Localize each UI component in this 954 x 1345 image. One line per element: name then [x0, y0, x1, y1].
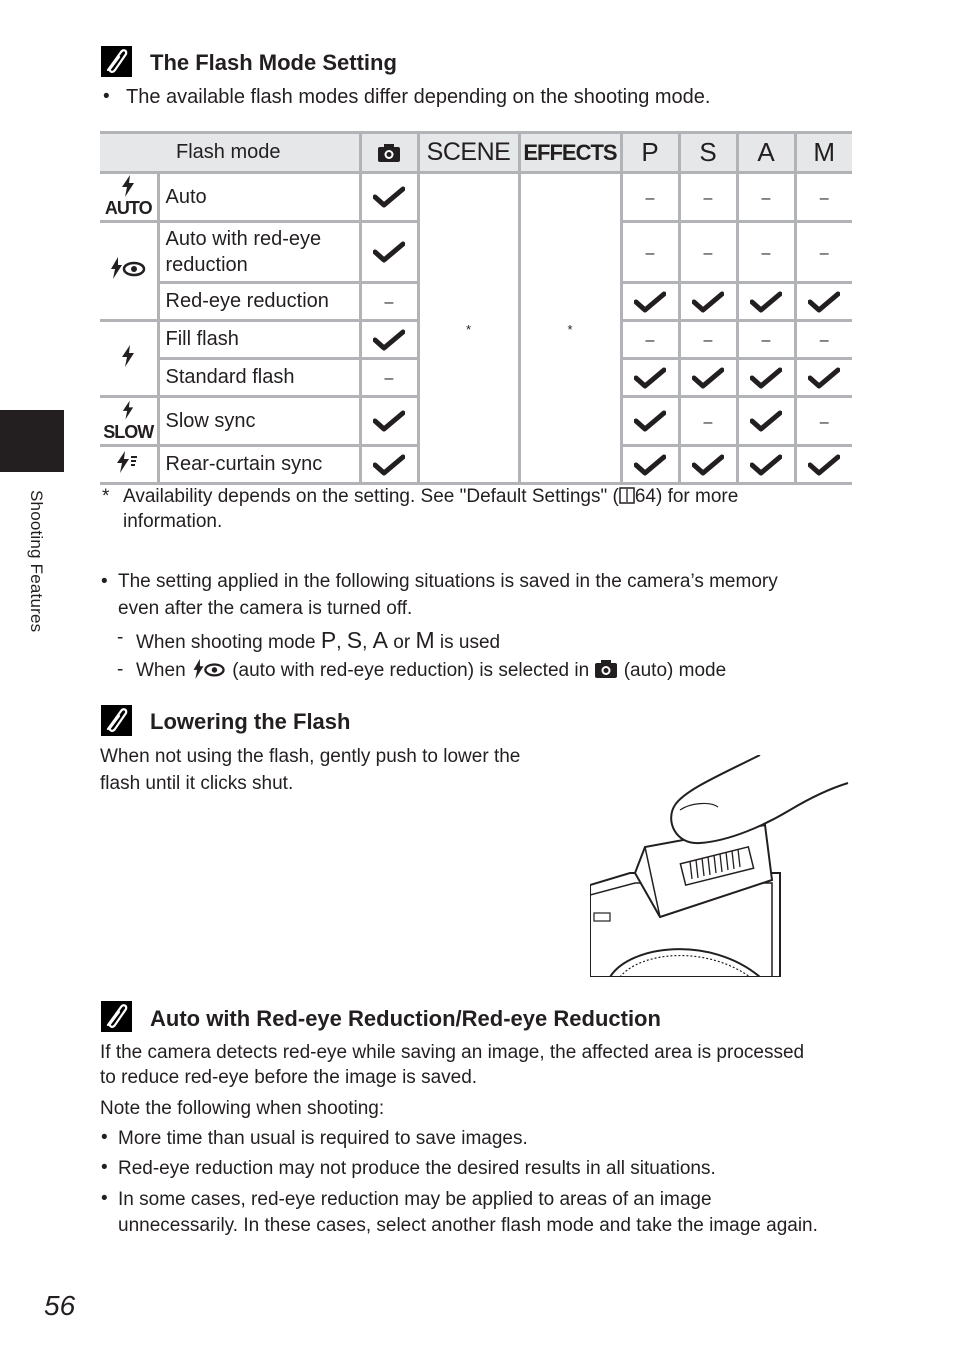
- flash-slow-icon: SLOW: [100, 397, 158, 446]
- check-mark: [795, 359, 852, 397]
- check-mark: [737, 359, 795, 397]
- row-label: Red-eye reduction: [158, 283, 360, 321]
- note-icon: [101, 705, 132, 736]
- memory-sub2: When (auto with red-eye reduction) is selected in (auto) mode: [136, 660, 727, 681]
- footnote-mark: *: [102, 486, 110, 507]
- bullet: •: [103, 86, 110, 107]
- check-mark: [795, 283, 852, 321]
- row-label: Slow sync: [158, 397, 360, 446]
- check-mark: [679, 446, 737, 484]
- section-title-redeye: Auto with Red-eye Reduction/Red-eye Reduction: [150, 1006, 661, 1031]
- row-label: Standard flash: [158, 359, 360, 397]
- redeye-bullet: In some cases, red-eye reduction may be applied to areas of an image: [118, 1189, 712, 1210]
- row-label: Auto: [158, 173, 360, 222]
- bullet: •: [101, 1157, 108, 1178]
- check-mark: [621, 359, 679, 397]
- flash-mode-table: [100, 131, 852, 485]
- manual-reference-icon: [619, 487, 635, 504]
- section-tab: [0, 410, 64, 472]
- check-mark: [737, 283, 795, 321]
- note-icon: [101, 46, 132, 77]
- dash-cell: –: [737, 173, 795, 222]
- redeye-p1-line1: If the camera detects red-eye while saving an image, the affected area is processed: [100, 1042, 805, 1063]
- dash-cell: –: [737, 321, 795, 359]
- check-mark: [360, 173, 418, 222]
- check-mark: [360, 321, 418, 359]
- dash-cell: –: [360, 283, 418, 321]
- note-icon: [101, 1001, 132, 1032]
- check-mark: [621, 446, 679, 484]
- dash-cell: –: [679, 222, 737, 283]
- side-section-label: Shooting Features: [27, 490, 46, 633]
- flash-lowering-illustration: [590, 755, 850, 977]
- dash-cell: –: [621, 222, 679, 283]
- col-m: M: [795, 133, 852, 173]
- flash-icon: [100, 321, 158, 397]
- row-label: Auto with red-eye reduction: [158, 222, 360, 283]
- lowering-text-line1: When not using the flash, gently push to lower the: [100, 746, 521, 767]
- page-number: 56: [44, 1290, 76, 1321]
- dash-cell: –: [621, 173, 679, 222]
- camera-auto-icon: [360, 133, 418, 173]
- bullet: •: [101, 1188, 108, 1209]
- flash-redeye-icon: [100, 222, 158, 321]
- check-mark: [621, 397, 679, 446]
- sub-dash: -: [117, 627, 124, 648]
- check-mark: [737, 446, 795, 484]
- effects-cell: *: [519, 173, 621, 484]
- dash-cell: –: [737, 222, 795, 283]
- check-mark: [360, 222, 418, 283]
- bullet: •: [101, 1127, 108, 1148]
- dash-cell: –: [795, 397, 852, 446]
- memory-line2: even after the camera is turned off.: [118, 598, 413, 619]
- dash-cell: –: [795, 222, 852, 283]
- redeye-bullet: Red-eye reduction may not produce the desired results in all situations.: [118, 1158, 716, 1179]
- redeye-p1-line2: to reduce red-eye before the image is saved.: [100, 1067, 478, 1088]
- col-s: S: [679, 133, 737, 173]
- dash-cell: –: [795, 321, 852, 359]
- redeye-p2: Note the following when shooting:: [100, 1098, 385, 1119]
- footnote-line1: Availability depends on the setting. See "Default Settings" ( 64) for more: [123, 486, 739, 507]
- section-title-lowering-flash: Lowering the Flash: [150, 709, 351, 734]
- col-a: A: [737, 133, 795, 173]
- col-scene: SCENE: [418, 133, 519, 173]
- dash-cell: –: [621, 321, 679, 359]
- dash-cell: –: [679, 173, 737, 222]
- check-mark: [621, 283, 679, 321]
- camera-auto-icon: [594, 659, 618, 679]
- check-mark: [795, 446, 852, 484]
- redeye-bullet-continued: unnecessarily. In these cases, select another flash mode and take the image again.: [118, 1215, 818, 1236]
- table-header-flash-mode: Flash mode: [100, 133, 360, 173]
- col-effects: EFFECTS: [519, 133, 621, 173]
- flash-rear-curtain-icon: [100, 446, 158, 484]
- col-p: P: [621, 133, 679, 173]
- sub-dash: -: [117, 659, 124, 680]
- row-label: Rear-curtain sync: [158, 446, 360, 484]
- dash-cell: –: [679, 397, 737, 446]
- lowering-text-line2: flash until it clicks shut.: [100, 773, 294, 794]
- memory-sub1: When shooting mode P, S, A or M is used: [136, 627, 501, 653]
- check-mark: [679, 283, 737, 321]
- row-label: Fill flash: [158, 321, 360, 359]
- table-row: [100, 173, 852, 222]
- flash-redeye-icon: [191, 659, 227, 679]
- check-mark: [737, 397, 795, 446]
- dash-cell: –: [795, 173, 852, 222]
- footnote-line2: information.: [123, 511, 223, 532]
- bullet: •: [101, 571, 108, 592]
- dash-cell: –: [679, 321, 737, 359]
- flash-mode-intro: The available flash modes differ depending on the shooting mode.: [126, 86, 711, 108]
- flash-auto-icon: AUTO: [100, 173, 158, 222]
- dash-cell: –: [360, 359, 418, 397]
- section-title-flash-mode: The Flash Mode Setting: [150, 50, 397, 75]
- scene-cell: *: [418, 173, 519, 484]
- check-mark: [360, 446, 418, 484]
- memory-line1: The setting applied in the following situations is saved in the camera’s memory: [118, 571, 778, 592]
- check-mark: [360, 397, 418, 446]
- redeye-bullet: More time than usual is required to save images.: [118, 1128, 528, 1149]
- check-mark: [679, 359, 737, 397]
